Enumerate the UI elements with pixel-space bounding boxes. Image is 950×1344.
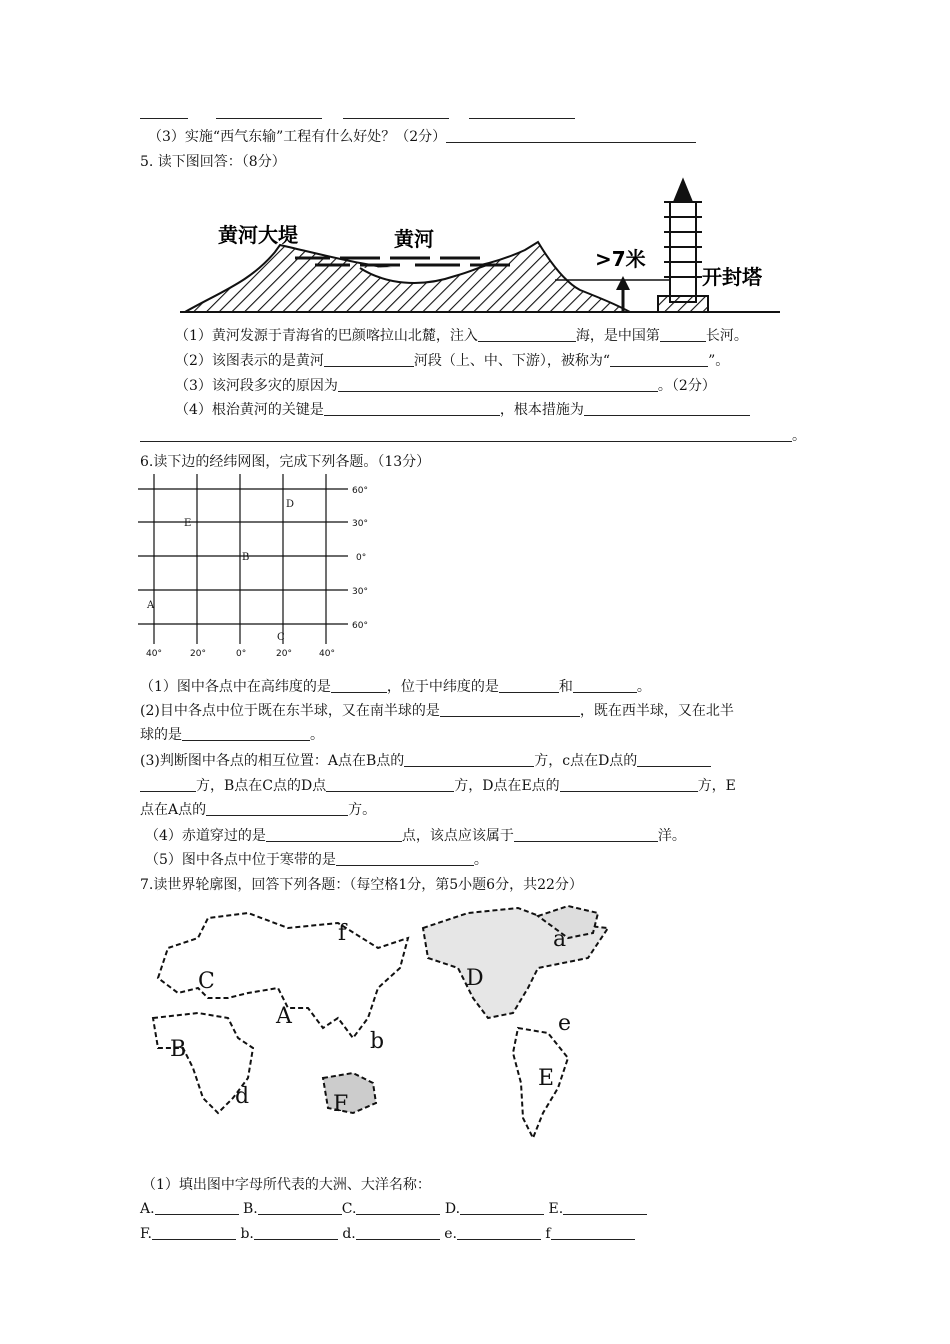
answer-blank[interactable] — [446, 128, 696, 143]
label-tower: 开封塔 — [702, 265, 762, 289]
q5-s4-cont: 。 — [140, 425, 806, 445]
map-label-c-upper: C — [198, 969, 215, 994]
map-label-d-lower: d — [235, 1084, 250, 1109]
lon-label: 40° — [319, 649, 335, 659]
answer-blank[interactable] — [660, 327, 706, 342]
answer-blank[interactable] — [324, 352, 414, 367]
lat-label: 0° — [356, 553, 367, 563]
point-e: E — [184, 518, 192, 529]
answer-blank[interactable] — [460, 1200, 544, 1215]
answer-blank[interactable] — [563, 1200, 647, 1215]
q5-s1: （1）黄河发源于青海省的巴颜喀拉山北麓，注入 海，是中国第 长河。 — [175, 328, 748, 344]
world-outline-map — [138, 898, 638, 1148]
answer-blank[interactable] — [152, 1225, 236, 1240]
lat-label: 60° — [352, 486, 368, 496]
q5-title: 5. 读下图回答：（8分） — [140, 154, 286, 170]
answer-blank[interactable] — [584, 401, 750, 416]
answer-blank[interactable] — [356, 1225, 440, 1240]
answer-blank[interactable] — [140, 777, 196, 792]
point-b: B — [242, 552, 250, 563]
q4-3-text: （3）实施“西气东输”工程有什么好处？（2分） — [148, 126, 696, 146]
q6-s3-cont: 方，B点在C点的D点 方，D点在E点的 方，E — [140, 775, 736, 795]
q6-s2: (2)目中各点中位于既在东半球，又在南半球的是 ，既在西半球，又在北半 — [140, 703, 734, 719]
lon-label: 20° — [190, 649, 206, 659]
answer-blank[interactable] — [336, 851, 474, 866]
lon-label: 40° — [146, 649, 162, 659]
label-dike: 黄河大堤 — [218, 223, 298, 247]
answer-blank[interactable] — [499, 678, 559, 693]
pagoda-tower-icon — [658, 180, 708, 312]
q5-s3: （3）该河段多灾的原因为 。（2分） — [175, 378, 716, 394]
answer-blank[interactable] — [560, 777, 698, 792]
answer-blank[interactable] — [514, 827, 658, 842]
answer-blank[interactable] — [404, 752, 534, 767]
label-river: 黄河 — [394, 227, 434, 251]
map-label-f-upper: F — [333, 1092, 349, 1117]
q7-answer-row-2: F. b. d. e. f — [140, 1225, 635, 1242]
map-label-e-upper: E — [538, 1066, 555, 1091]
q6-s1: （1）图中各点中在高纬度的是 ，位于中纬度的是 和 。 — [140, 679, 651, 695]
q6-s5: （5）图中各点中位于寒带的是 。 — [145, 852, 488, 868]
yellow-river-section-figure — [180, 172, 780, 317]
lon-label: 0° — [236, 649, 247, 659]
answer-blank[interactable] — [610, 352, 708, 367]
answer-blank[interactable] — [216, 118, 322, 119]
answer-blank[interactable] — [140, 118, 188, 119]
answer-blank[interactable] — [440, 702, 580, 717]
answer-blank[interactable] — [266, 827, 402, 842]
answer-blank[interactable] — [457, 1225, 541, 1240]
answer-blank[interactable] — [343, 118, 449, 119]
q6-s4: （4）赤道穿过的是 点，该点应该属于 洋。 — [145, 828, 686, 844]
answer-blank[interactable] — [258, 1200, 342, 1215]
q5-s4: （4）根治黄河的关键是 ，根本措施为 — [175, 399, 750, 419]
map-label-b-lower: b — [370, 1029, 385, 1054]
q5-s2: （2）该图表示的是黄河 河段（上、中、下游），被称为“ ”。 — [175, 353, 730, 369]
map-label-e-lower: e — [558, 1011, 572, 1036]
q6-title: 6.读下边的经纬网图，完成下列各题。（13分） — [140, 454, 431, 470]
map-label-d-upper: D — [466, 966, 484, 991]
answer-blank[interactable] — [206, 801, 348, 816]
q6-s3-cont2: 点在A点的 方。 — [140, 802, 377, 818]
lon-label: 20° — [276, 649, 292, 659]
answer-blank[interactable] — [140, 427, 792, 442]
q6-s2-cont: 球的是 。 — [140, 727, 324, 743]
q6-s3: (3)判断图中各点的相互位置：A点在B点的 方，c点在D点的 — [140, 750, 711, 770]
q7-title: 7.读世界轮廓图，回答下列各题：（每空格1分，第5小题6分，共22分） — [140, 877, 583, 893]
map-label-a-lower: a — [553, 927, 567, 952]
q7-s1: （1）填出图中字母所代表的大洲、大洋名称： — [142, 1177, 431, 1193]
map-label-b-upper: B — [170, 1037, 187, 1062]
answer-blank[interactable] — [324, 401, 500, 416]
answer-blank[interactable] — [182, 726, 310, 741]
map-label-a-upper: A — [276, 1004, 292, 1029]
q7-answer-row-1: A. B. C. D. E. — [140, 1200, 647, 1217]
label-height: >7米 — [595, 247, 646, 271]
lat-label: 30° — [352, 519, 368, 529]
answer-blank[interactable] — [573, 678, 637, 693]
answer-blank[interactable] — [356, 1200, 440, 1215]
point-d: D — [286, 499, 295, 510]
answer-blank[interactable] — [155, 1200, 239, 1215]
point-a: A — [147, 600, 155, 611]
answer-blank[interactable] — [331, 678, 387, 693]
point-c: C — [277, 632, 285, 643]
lat-label: 30° — [352, 587, 368, 597]
answer-blank[interactable] — [254, 1225, 338, 1240]
answer-blank[interactable] — [326, 777, 454, 792]
answer-blank[interactable] — [551, 1225, 635, 1240]
answer-blank[interactable] — [469, 118, 575, 119]
lat-label: 60° — [352, 621, 368, 631]
answer-blank[interactable] — [637, 752, 711, 767]
lat-lon-grid-figure — [138, 474, 378, 659]
map-label-f-lower: f — [338, 921, 347, 946]
answer-blank[interactable] — [478, 327, 576, 342]
answer-blank[interactable] — [338, 377, 658, 392]
